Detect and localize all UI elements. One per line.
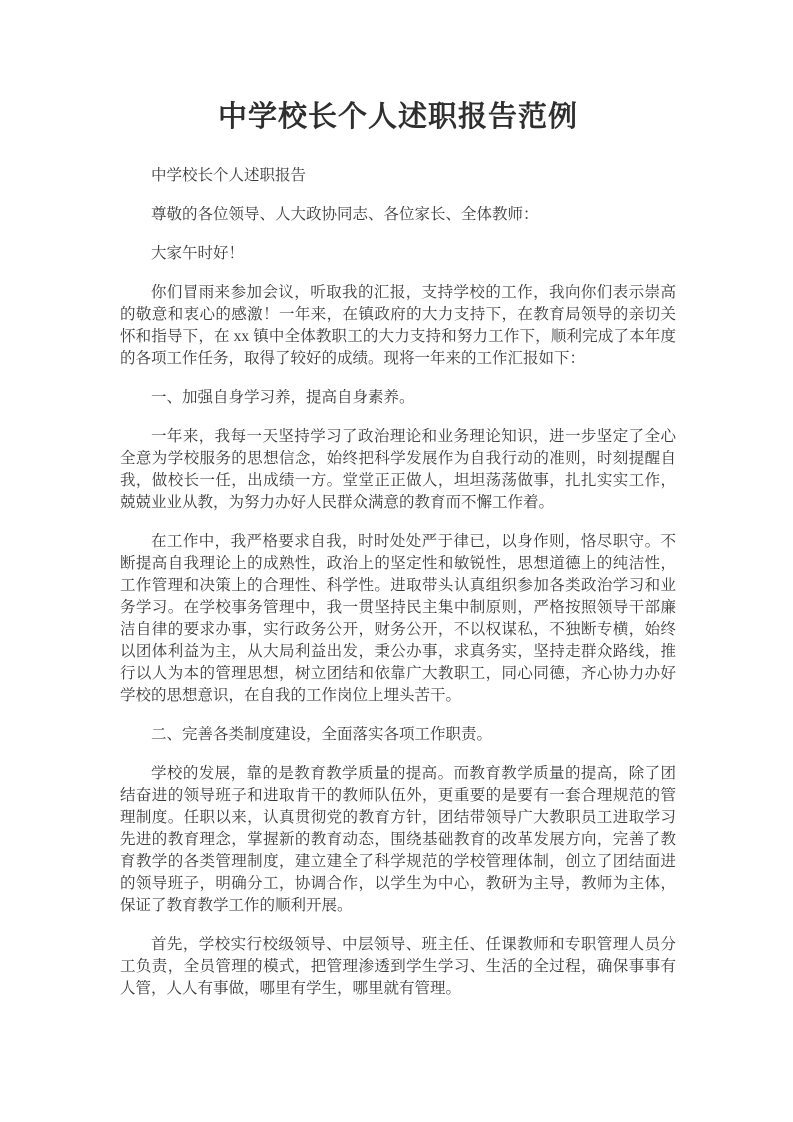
document-title: 中学校长个人述职报告范例	[217, 101, 578, 133]
document-paragraph: 一年来，我每一天坚持学习了政治理论和业务理论知识，进一步坚定了全心全意为学校服务的思想信念，始终把科学发展作为自我行动的准则，时刻提醒自我，做校长一任，出成绩一方。堂堂正正做人，坦坦荡荡做事，扎扎实实工作，兢兢业业从教，为努力办好人民群众满意的教育而不懈工作着。	[120, 428, 676, 511]
document-paragraph: 学校的发展，靠的是教育教学质量的提高。而教育教学质量的提高，除了团结奋进的领导班子和进取肯干的教师队伍外，更重要的是要有一套合理规范的管理制度。任职以来，认真贯彻党的教育方针，团结带领导广大教职员工进取学习先进的教育理念，掌握新的教育动态，围绕基础教育的改革发展方向，完善了教育教学的各类管理制度，建立建全了科学规范的学校管理体制，创立了团结面进的领导班子，明确分工，协调合作，以学生为中心，教研为主导，教师为主体，保证了教育教学工作的顺利开展。	[120, 765, 676, 914]
document-paragraph: 一、加强自身学习养，提高自身素养。	[151, 389, 415, 406]
document-paragraph: 尊敬的各位领导、人大政协同志、各位家长、全体教师：	[151, 206, 539, 223]
document-paragraph: 你们冒雨来参加会议，听取我的汇报，支持学校的工作，我向你们表示崇高的敬意和衷心的感激！一年来，在镇政府的大力支持下，在教育局领导的亲切关怀和指导下，在 xx 镇中全体教职工的大力支持和努力工作下，顺利完成了本年度的各项工作任务，取得了较好的成绩。现将一年来的工作汇报如下：	[120, 284, 676, 367]
document-paragraph: 中学校长个人述职报告	[151, 167, 307, 184]
document-paragraph: 二、完善各类制度建设，全面落实各项工作职责。	[151, 726, 493, 743]
document-paragraph: 首先，学校实行校级领导、中层领导、班主任、任课教师和专职管理人员分工负责，全员管理的模式，把管理渗透到学生学习、生活的全过程，确保事事有人管，人人有事做，哪里有学生，哪里就有管理。	[120, 936, 676, 997]
document-paragraph: 大家午时好！	[151, 245, 245, 262]
document-paragraph: 在工作中，我严格要求自我，时时处处严于律已，以身作则，恪尽职守。不断提高自我理论上的成熟性，政治上的坚定性和敏锐性，思想道德上的纯洁性，工作管理和决策上的合理性、科学性。进取带头认真组织参加各类政治学习和业务学习。在学校事务管理中，我一贯坚持民主集中制原则，严格按照领导干部廉洁自律的要求办事，实行政务公开，财务公开，不以权谋私，不独断专横，始终以团体利益为主，从大局利益出发，秉公办事，求真务实，坚持走群众路线，推行以人为本的管理思想，树立团结和依靠广大教职工，同心同德，齐心协力办好学校的思想意识，在自我的工作岗位上埋头苦干。	[120, 533, 676, 704]
document-body	[120, 165, 676, 1000]
